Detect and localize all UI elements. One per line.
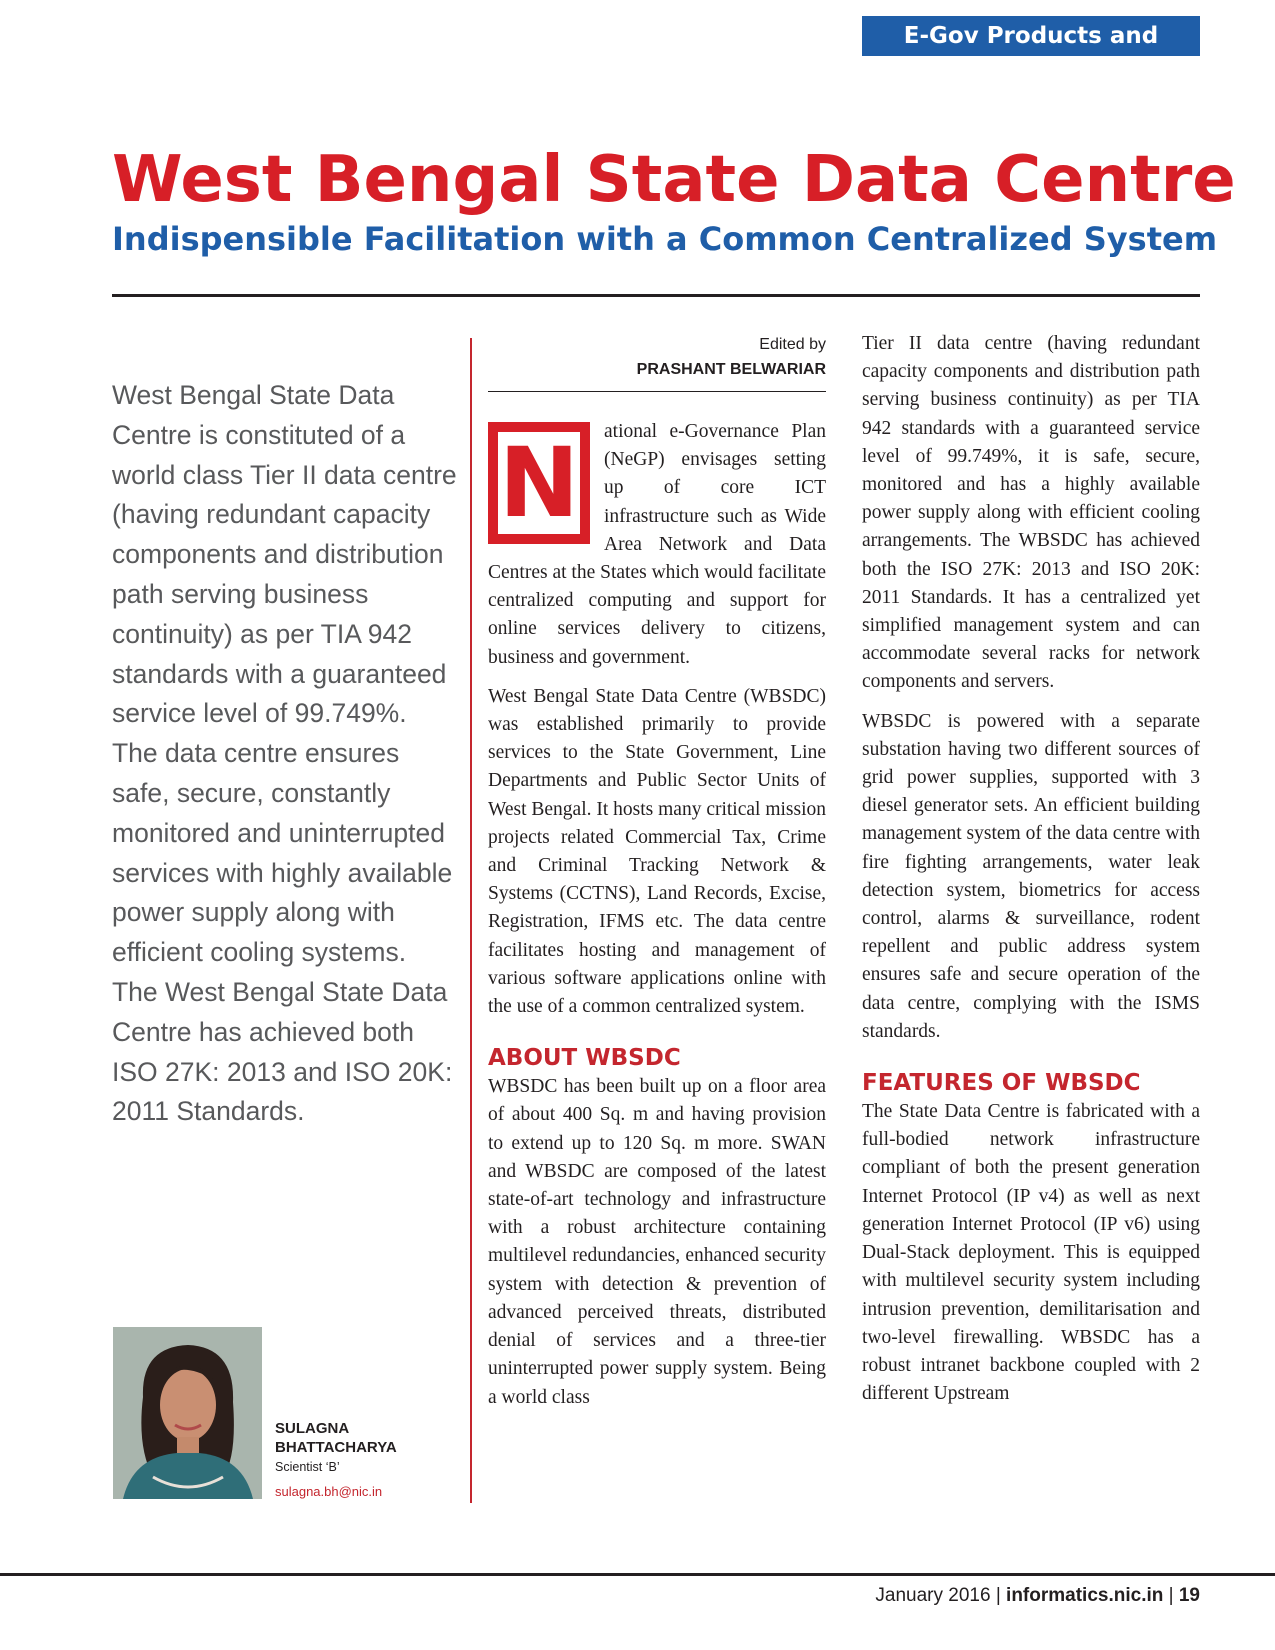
footer-divider (0, 1573, 1275, 1576)
title-divider (112, 294, 1200, 297)
edited-by-label: Edited by (759, 336, 826, 353)
footer-date: January 2016 (875, 1585, 991, 1606)
author-portrait-icon (113, 1327, 262, 1499)
drop-cap (488, 422, 590, 544)
author-photo (113, 1327, 262, 1499)
body-paragraph: Tier II data centre (having redundant capacity components and distribution path serving business continuity) as per TIA 942 standards with a guaranteed service level of 99.749%, it is safe, secure, monitored and has a highly available power supply along with efficient cooling arrangements. The WBSDC has achieved both the ISO 27K: 2013 and ISO 20K: 2011 Standards. It has a centralized yet simplified management system and can accommodate several racks for network components and servers. (862, 333, 1200, 693)
section-heading-features: FEATURES OF WBSDC (862, 1070, 1141, 1097)
drop-cap-letter: N (498, 427, 580, 539)
page-number: 19 (1178, 1585, 1200, 1606)
body-column-middle (488, 418, 826, 1423)
body-paragraph: WBSDC is powered with a separate substation having two different sources of grid power supplies, supported with 3 diesel generator sets. An efficient building management system of the data centre with fire fighting arrangements, water leak detection system, biometrics for access control, alarms & surveillance, rodent repellent and public address system ensures safe and secure operation of the data centre, complying with the ISMS standards. (862, 710, 1200, 1042)
body-column-right (862, 330, 1200, 1419)
article-title: West Bengal State Data Centre (112, 143, 1236, 217)
section-tag: E-Gov Products and Services (862, 16, 1200, 56)
editor-name: PRASHANT BELWARIAR (636, 361, 826, 378)
footer-site[interactable]: informatics.nic.in (1006, 1585, 1164, 1606)
page-footer: January 2016 | informatics.nic.in | 19 (875, 1585, 1200, 1606)
body-paragraph: West Bengal State Data Centre (WBSDC) was established primarily to provide services to the State Government, Line Departments and Public Sector Units of West Bengal. It hosts many critical mission projects related Commercial Tax, Crime and Criminal Tracking Network & Systems (CCTNS), Land Records, Excise, Registration, IFMS etc. The data centre facilitates hosting and management of various software applications online with the use of a common centralized system. (488, 685, 827, 1018)
body-paragraph: The State Data Centre is fabricated with a full-bodied network infrastructure compliant of both the present generation Internet Protocol (IP v4) as well as next generation Internet Protocol (IP v6) using Dual-Stack deployment. This is equipped with multilevel security system including intrusion prevention, demilitarisation and two-level firewalling. WBSDC has a robust intranet backbone coupled with 2 different Upstream (862, 1101, 1200, 1405)
author-name: SULAGNA BHATTACHARYA (275, 1420, 397, 1456)
pull-quote: West Bengal State Data Centre is constituted of a world class Tier II data centre (having redundant capacity components and distribution path serving business continuity) as per TIA 942 standards with a guaranteed service level of 99.749%. The data centre ensures safe, secure, constantly monitored and uninterrupted services with highly available power supply along with efficient cooling systems. The West Bengal State Data Centre has achieved both ISO 27K: 2013 and ISO 20K: 2011 Standards. (112, 380, 457, 1127)
intro-text: ational e-Governance Plan (NeGP) envisages setting up of core ICT infrastructure such as Wide Area Network and Data Centres at the States which would facilitate centralized computing and support for online services delivery to citizens, business and government. (488, 421, 826, 668)
section-heading-about: ABOUT WBSDC (488, 1045, 681, 1072)
intro-paragraph (488, 418, 826, 672)
column-divider (470, 338, 472, 1503)
body-paragraph: WBSDC has been built up on a floor area of about 400 Sq. m and having provision to extend up to 120 Sq. m more. SWAN and WBSDC are composed of the latest state-of-art technology and infrastructure with a robust architecture containing multilevel redundancies, enhanced security system with detection & prevention of advanced perceived threats, distributed denial of services and a three-tier uninterrupted power supply system. Being a world class (488, 1076, 826, 1408)
author-email[interactable]: sulagna.bh@nic.in (275, 1484, 383, 1499)
author-role: Scientist ‘B’ (275, 1460, 340, 1474)
editor-divider (488, 391, 826, 392)
article-subtitle: Indispensible Facilitation with a Common Centralized System (112, 220, 1218, 258)
